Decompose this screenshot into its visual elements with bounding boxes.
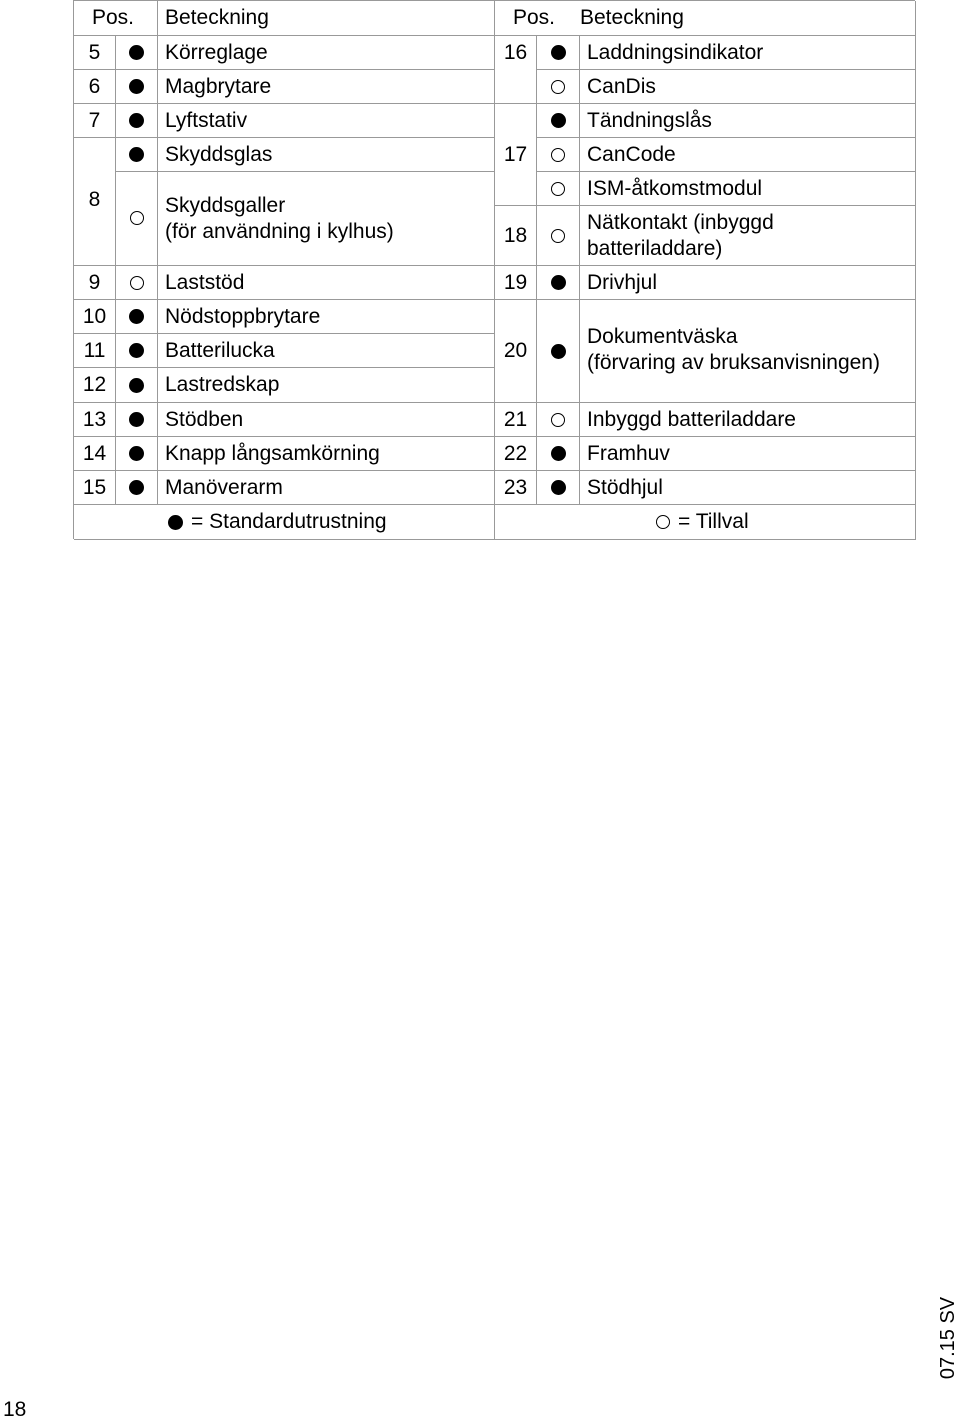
description-line: (för användning i kylhus) bbox=[165, 220, 394, 243]
pos-cell: 19 bbox=[495, 266, 537, 300]
symbol-cell bbox=[116, 172, 158, 266]
description-cell: Nödstoppbrytare bbox=[158, 300, 495, 334]
symbol-cell bbox=[537, 104, 580, 138]
description-cell: Stödhjul bbox=[580, 471, 916, 505]
description-line: Skyddsgaller bbox=[165, 194, 286, 217]
description-cell: Tändningslås bbox=[580, 104, 916, 138]
standard-dot-icon bbox=[129, 412, 144, 427]
legend-standard-label: = Standardutrustning bbox=[191, 510, 387, 533]
legend-standard bbox=[74, 505, 495, 540]
pos-cell-spacer bbox=[495, 70, 537, 104]
symbol-cell bbox=[537, 70, 580, 104]
description-cell bbox=[580, 206, 916, 266]
standard-dot-icon bbox=[551, 480, 566, 495]
pos-cell: 20 bbox=[495, 300, 537, 403]
pos-cell: 16 bbox=[495, 36, 537, 70]
pos-cell: 17 bbox=[495, 104, 537, 206]
description-cell: Stödben bbox=[158, 403, 495, 437]
symbol-cell bbox=[537, 172, 580, 206]
description-cell: CanDis bbox=[580, 70, 916, 104]
header-description: Beteckning bbox=[537, 1, 916, 36]
description-cell bbox=[580, 300, 916, 403]
standard-dot-icon bbox=[129, 113, 144, 128]
symbol-cell bbox=[537, 471, 580, 505]
symbol-cell bbox=[537, 403, 580, 437]
symbol-cell bbox=[116, 104, 158, 138]
standard-dot-icon bbox=[551, 344, 566, 359]
description-line: Dokumentväska bbox=[587, 325, 738, 348]
optional-circle-icon bbox=[551, 413, 565, 427]
pos-cell: 9 bbox=[74, 266, 116, 300]
page-number: 18 bbox=[3, 1398, 27, 1421]
standard-dot-icon bbox=[129, 309, 144, 324]
symbol-cell bbox=[116, 300, 158, 334]
version-label: 07.15 SV bbox=[937, 1296, 959, 1380]
equipment-table bbox=[73, 0, 915, 539]
description-cell: Batterilucka bbox=[158, 334, 495, 368]
symbol-cell bbox=[116, 138, 158, 172]
optional-circle-icon bbox=[130, 276, 144, 290]
optional-circle-icon bbox=[551, 80, 565, 94]
symbol-cell bbox=[537, 266, 580, 300]
description-cell: Inbyggd batteriladdare bbox=[580, 403, 916, 437]
symbol-cell bbox=[116, 437, 158, 471]
pos-cell: 11 bbox=[74, 334, 116, 368]
symbol-cell bbox=[537, 300, 580, 403]
standard-dot-icon bbox=[129, 79, 144, 94]
legend-optional bbox=[495, 505, 916, 540]
optional-circle-icon bbox=[551, 148, 565, 162]
description-cell: Skyddsglas bbox=[158, 138, 495, 172]
pos-cell: 7 bbox=[74, 104, 116, 138]
standard-dot-icon bbox=[551, 45, 566, 60]
standard-dot-icon bbox=[129, 378, 144, 393]
description-cell: Knapp långsamkörning bbox=[158, 437, 495, 471]
pos-cell: 15 bbox=[74, 471, 116, 505]
standard-dot-icon bbox=[129, 446, 144, 461]
optional-circle-icon bbox=[656, 515, 670, 529]
standard-dot-icon bbox=[129, 480, 144, 495]
standard-dot-icon bbox=[129, 147, 144, 162]
symbol-cell bbox=[116, 471, 158, 505]
description-cell: Framhuv bbox=[580, 437, 916, 471]
header-pos: Pos. bbox=[74, 1, 158, 36]
symbol-cell bbox=[116, 403, 158, 437]
description-line: (förvaring av bruksanvisningen) bbox=[587, 351, 880, 374]
pos-cell: 5 bbox=[74, 36, 116, 70]
description-cell: Manöverarm bbox=[158, 471, 495, 505]
description-cell bbox=[158, 172, 495, 266]
standard-dot-icon bbox=[168, 515, 183, 530]
pos-cell: 8 bbox=[74, 138, 116, 266]
optional-circle-icon bbox=[551, 182, 565, 196]
header-pos: Pos. bbox=[495, 1, 537, 36]
pos-cell: 22 bbox=[495, 437, 537, 471]
pos-cell: 23 bbox=[495, 471, 537, 505]
optional-circle-icon bbox=[130, 211, 144, 225]
standard-dot-icon bbox=[129, 45, 144, 60]
symbol-cell bbox=[116, 368, 158, 403]
symbol-cell bbox=[116, 70, 158, 104]
description-cell: ISM-åtkomstmodul bbox=[580, 172, 916, 206]
description-cell: CanCode bbox=[580, 138, 916, 172]
description-line: batteriladdare) bbox=[587, 237, 723, 260]
symbol-cell bbox=[537, 36, 580, 70]
pos-cell: 13 bbox=[74, 403, 116, 437]
pos-cell: 6 bbox=[74, 70, 116, 104]
symbol-cell bbox=[116, 36, 158, 70]
description-cell: Laddningsindikator bbox=[580, 36, 916, 70]
description-cell: Lyftstativ bbox=[158, 104, 495, 138]
symbol-cell bbox=[537, 206, 580, 266]
pos-cell: 10 bbox=[74, 300, 116, 334]
optional-circle-icon bbox=[551, 229, 565, 243]
pos-cell: 18 bbox=[495, 206, 537, 266]
description-cell: Körreglage bbox=[158, 36, 495, 70]
pos-cell: 12 bbox=[74, 368, 116, 403]
description-cell: Magbrytare bbox=[158, 70, 495, 104]
standard-dot-icon bbox=[129, 343, 144, 358]
description-cell: Lastredskap bbox=[158, 368, 495, 403]
symbol-cell bbox=[116, 334, 158, 368]
legend-optional-label: = Tillval bbox=[678, 510, 749, 533]
symbol-cell bbox=[116, 266, 158, 300]
symbol-cell bbox=[537, 437, 580, 471]
standard-dot-icon bbox=[551, 275, 566, 290]
pos-cell: 21 bbox=[495, 403, 537, 437]
description-cell: Laststöd bbox=[158, 266, 495, 300]
header-description: Beteckning bbox=[158, 1, 495, 36]
standard-dot-icon bbox=[551, 446, 566, 461]
description-line: Nätkontakt (inbyggd bbox=[587, 211, 774, 234]
description-cell: Drivhjul bbox=[580, 266, 916, 300]
standard-dot-icon bbox=[551, 113, 566, 128]
pos-cell: 14 bbox=[74, 437, 116, 471]
symbol-cell bbox=[537, 138, 580, 172]
